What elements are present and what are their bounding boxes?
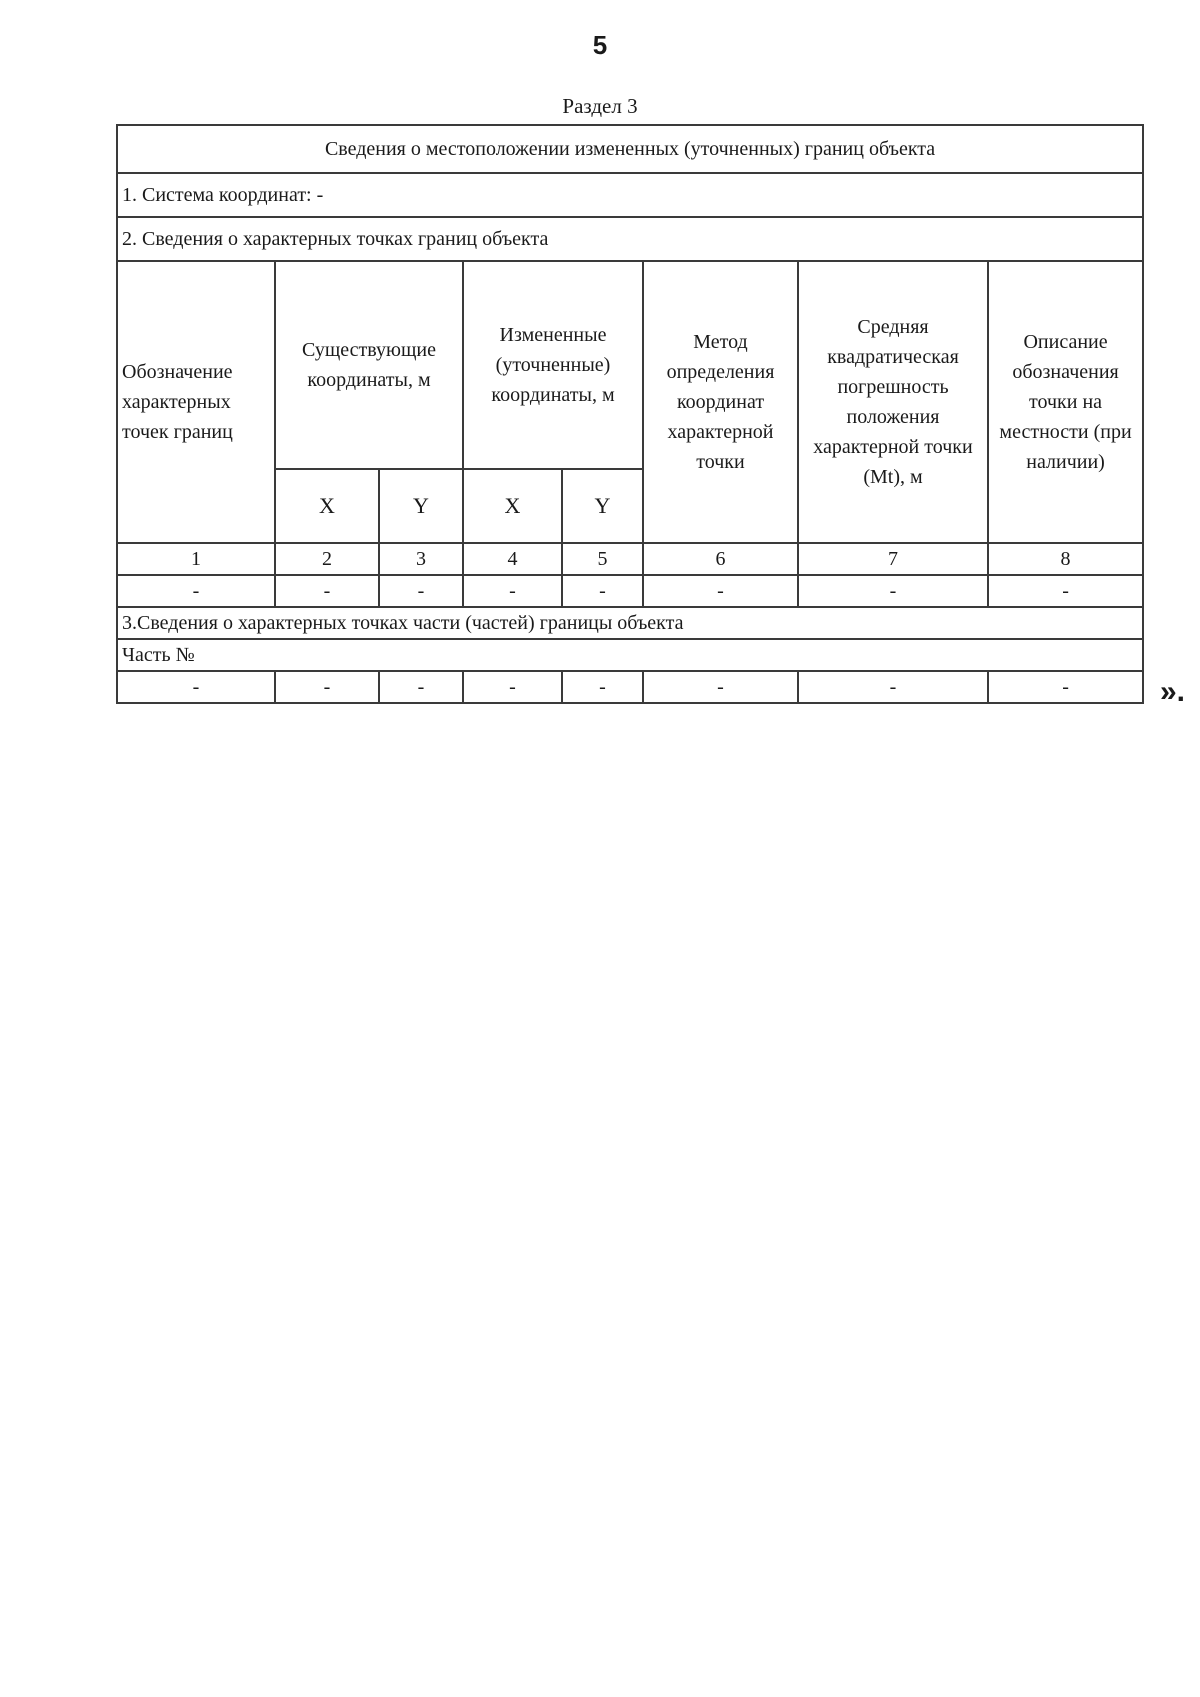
closing-quote-mark: ». (1160, 675, 1186, 708)
table-cell: - (379, 575, 463, 607)
table-cell: - (643, 575, 798, 607)
section-label: Раздел 3 (562, 94, 638, 118)
header-description: Описание обозначения точки на местности (при наличии) (988, 261, 1143, 543)
header-existing-x: X (275, 469, 379, 543)
column-number: 8 (988, 543, 1143, 575)
table-cell: - (643, 671, 798, 703)
header-method: Метод определения координат характерной точки (643, 261, 798, 543)
table-row (117, 575, 1143, 607)
points-section-header: 2. Сведения о характерных точках границ объекта (117, 217, 1143, 261)
table-title: Сведения о местоположении измененных (уточненных) границ объекта (117, 125, 1143, 173)
table-cell: - (988, 575, 1143, 607)
table-row (117, 671, 1143, 703)
header-accuracy: Средняя квадратическая погрешность положения характерной точки (Mt), м (798, 261, 988, 543)
table-cell: - (463, 575, 562, 607)
part-number-label: Часть № (117, 639, 1143, 671)
column-number: 5 (562, 543, 643, 575)
table-cell: - (988, 671, 1143, 703)
header-existing-y: Y (379, 469, 463, 543)
table-cell: - (562, 671, 643, 703)
table-cell: - (117, 671, 275, 703)
column-number: 2 (275, 543, 379, 575)
column-number: 1 (117, 543, 275, 575)
header-existing-coords: Существующие координаты, м (275, 261, 463, 469)
table-cell: - (562, 575, 643, 607)
table-cell: - (275, 575, 379, 607)
header-changed-coords: Измененные (уточненные) координаты, м (463, 261, 643, 469)
table-cell: - (117, 575, 275, 607)
column-number: 3 (379, 543, 463, 575)
column-number: 4 (463, 543, 562, 575)
column-numbers-row (117, 543, 1143, 575)
boundary-table (116, 124, 1144, 704)
table-cell: - (798, 671, 988, 703)
header-changed-y: Y (562, 469, 643, 543)
table-cell: - (275, 671, 379, 703)
parts-section-header: 3.Сведения о характерных точках части (частей) границы объекта (117, 607, 1143, 639)
column-number: 7 (798, 543, 988, 575)
column-number: 6 (643, 543, 798, 575)
table-cell: - (463, 671, 562, 703)
table-cell: - (798, 575, 988, 607)
coordinate-system: 1. Система координат: - (117, 173, 1143, 217)
table-cell: - (379, 671, 463, 703)
header-point-designation: Обозначение характерных точек границ (117, 261, 275, 543)
header-changed-x: X (463, 469, 562, 543)
page-number: 5 (592, 30, 608, 60)
